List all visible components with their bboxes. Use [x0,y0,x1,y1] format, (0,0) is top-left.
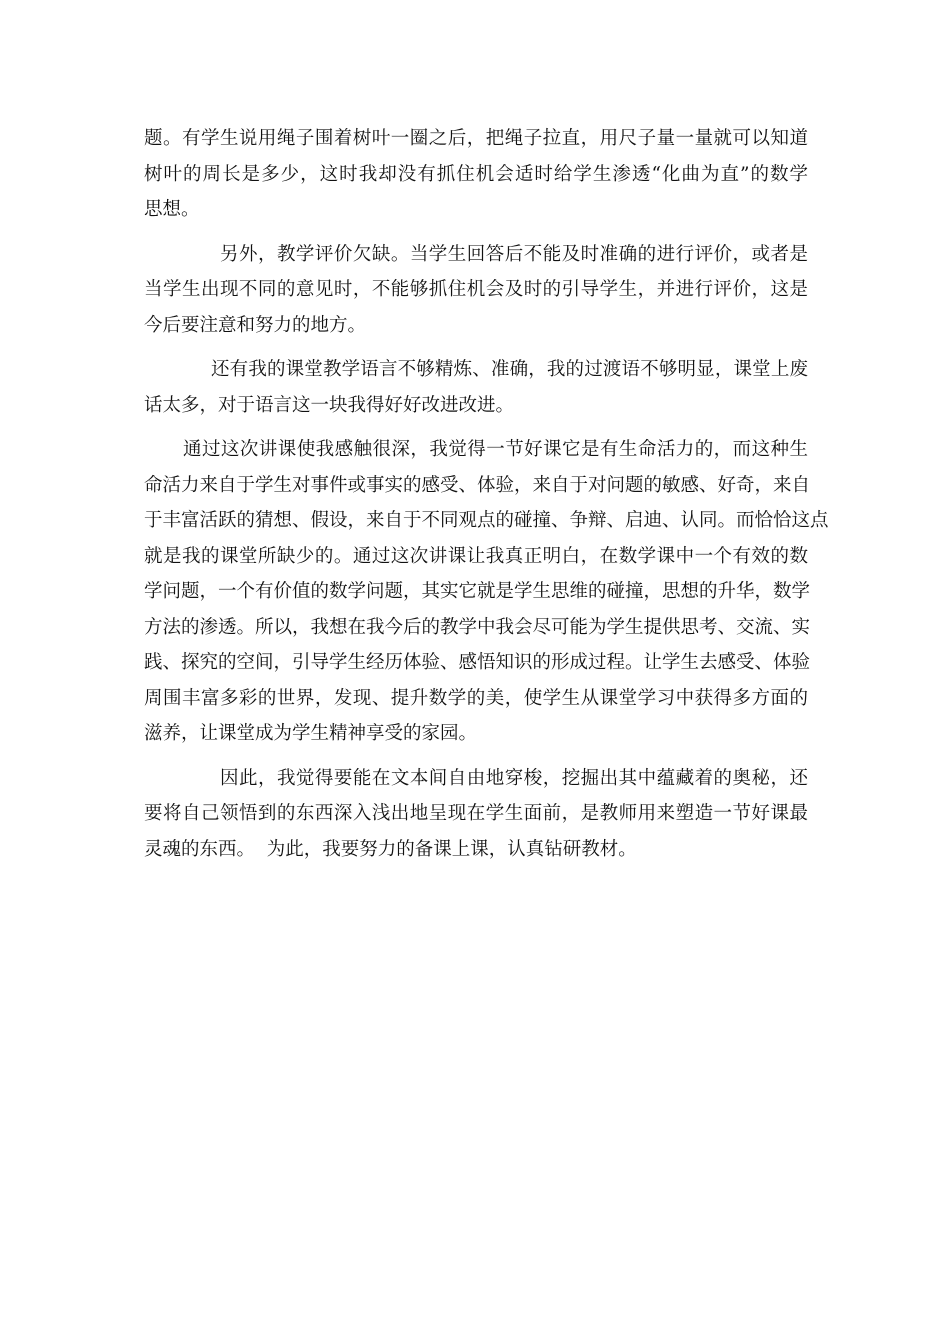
text-line: 今后要注意和努力的地方。 [144,314,367,336]
text-line: 还有我的课堂教学语言不够精炼、准确，我的过渡语不够明显，课堂上废 [211,359,808,380]
text-line: 于丰富活跃的猜想、假设，来自于不同观点的碰撞、争辩、启迪、认同。而恰恰这点 [144,510,829,531]
text-line: 灵魂的东西。 为此，我要努力的备课上课，认真钻研教材。 [144,838,637,860]
text-line: 践、探究的空间，引导学生经历体验、感悟知识的形成过程。让学生去感受、体验 [144,652,811,673]
text-line: 学问题，一个有价值的数学问题，其实它就是学生思维的碰撞，思想的升华，数学 [144,581,811,602]
text-line: 就是我的课堂所缺少的。通过这次讲课让我真正明白，在数学课中一个有效的数 [144,545,808,567]
text-line: 因此，我觉得要能在文本间自由地穿梭，挖掘出其中蕴藏着的奥秘，还 [220,767,808,789]
paragraph-1 [144,121,808,228]
paragraph-5 [144,761,808,868]
text-line: 当学生出现不同的意见时，不能够抓住机会及时的引导学生，并进行评价，这是 [144,279,808,300]
text-line: 话太多，对于语言这一块我得好好改进改进。 [144,394,515,416]
text-line: 周围丰富多彩的世界，发现、提升数学的美，使学生从课堂学习中获得多方面的 [144,687,808,709]
text-line: 要将自己领悟到的东西深入浅出地呈现在学生面前，是教师用来塑造一节好课最 [144,803,808,824]
paragraph-2 [144,237,808,344]
text-line: 另外，教学评价欠缺。当学生回答后不能及时准确的进行评价，或者是 [220,243,808,265]
document-body [144,121,829,867]
paragraph-4 [144,432,829,752]
text-line: 题。有学生说用绳子围着树叶一圈之后，把绳子拉直，用尺子量一量就可以知道 [144,128,808,149]
text-line: 通过这次讲课使我感触很深，我觉得一节好课它是有生命活力的，而这种生 [183,439,808,460]
text-line: 思想。 [144,199,200,220]
text-line: 树叶的周长是多少，这时我却没有抓住机会适时给学生渗透“化曲为直”的数学 [144,163,808,185]
text-line: 滋养，让课堂成为学生精神享受的家园。 [144,723,478,744]
paragraph-3 [144,352,808,423]
text-line: 命活力来自于学生对事件或事实的感受、体验，来自于对问题的敏感、好奇，来自 [144,474,811,496]
text-line: 方法的渗透。所以，我想在我今后的教学中我会尽可能为学生提供思考、交流、实 [144,616,811,638]
